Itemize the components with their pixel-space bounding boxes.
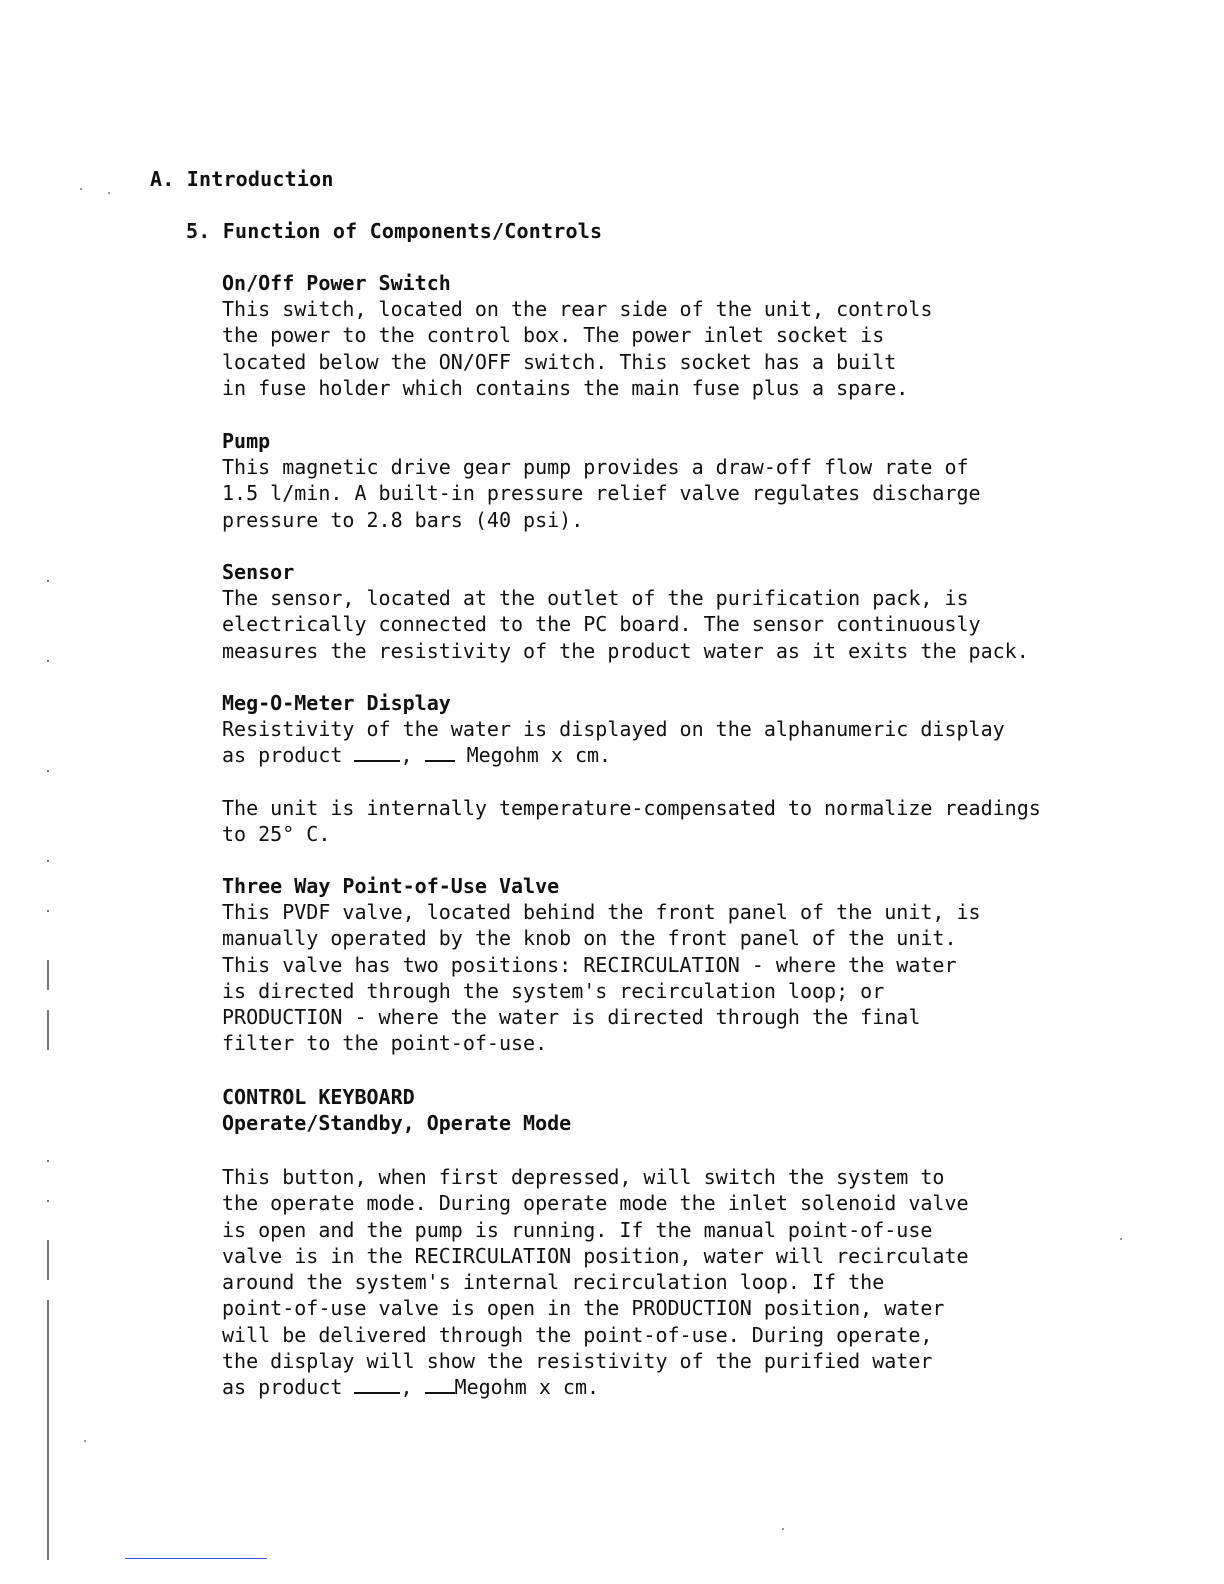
valve-section	[222, 873, 981, 1057]
fill-blank	[425, 1374, 455, 1394]
keyboard-paragraph	[222, 1164, 969, 1401]
fill-blank	[425, 742, 455, 762]
scan-margin-marks	[47, 580, 51, 1560]
paragraph-line: will be delivered through the point-of-use. During operate,	[222, 1322, 933, 1347]
paragraph-line: the power to the control box. The power inlet socket is	[222, 323, 885, 348]
line-comma: ,	[400, 743, 425, 768]
paragraph-line	[222, 742, 1005, 768]
paragraph-line: This button, when first depressed, will switch the system to	[222, 1165, 945, 1189]
paragraph-line: This switch, located on the rear side of the unit, controls	[222, 297, 933, 321]
paragraph-line: 1.5 l/min. A built-in pressure relief valve regulates discharge	[222, 481, 981, 506]
paragraph-line: filter to the point-of-use.	[222, 1031, 548, 1056]
fill-blank	[354, 742, 400, 762]
pump-heading: Pump	[222, 429, 271, 453]
paragraph-line: around the system's internal recirculation loop. If the	[222, 1270, 885, 1295]
paragraph-line: This PVDF valve, located behind the front panel of the unit, is	[222, 900, 981, 924]
paragraph-line: PRODUCTION - where the water is directed through the final	[222, 1005, 921, 1030]
sensor-heading: Sensor	[222, 560, 295, 584]
paragraph-line: point-of-use valve is open in the PRODUCTION position, water	[222, 1296, 945, 1321]
line-suffix: Megohm x cm.	[454, 743, 612, 768]
line-comma: ,	[400, 1375, 425, 1400]
meg-o-meter-section	[222, 690, 1005, 769]
paragraph-line: is directed through the system's recirculation loop; or	[222, 978, 885, 1003]
meg-o-meter-heading: Meg-O-Meter Display	[222, 691, 451, 715]
paragraph-line	[222, 1374, 969, 1400]
paragraph-line: to 25° C.	[222, 822, 331, 847]
paragraph-line: in fuse holder which contains the main fuse plus a spare.	[222, 375, 909, 400]
paragraph-line: the display will show the resistivity of the purified water	[222, 1349, 933, 1374]
keyboard-section	[222, 1084, 571, 1136]
pump-section	[222, 428, 981, 533]
fill-blank	[354, 1374, 400, 1394]
paragraph-line: The unit is internally temperature-compensated to normalize readings	[222, 796, 1041, 820]
paragraph-line: This magnetic drive gear pump provides a draw-off flow rate of	[222, 455, 969, 479]
line-prefix: as product	[222, 743, 355, 768]
subsection-title: 5. Function of Components/Controls	[186, 219, 603, 243]
valve-heading: Three Way Point-of-Use Valve	[222, 874, 560, 898]
paragraph-line: valve is in the RECIRCULATION position, water will recirculate	[222, 1243, 969, 1268]
paragraph-line: located below the ON/OFF switch. This socket has a built	[222, 349, 897, 374]
line-suffix: Megohm x cm.	[454, 1375, 600, 1400]
sensor-section	[222, 559, 1029, 664]
paragraph-line: This valve has two positions: RECIRCULATION - where the water	[222, 952, 957, 977]
temperature-note	[222, 795, 1041, 848]
paragraph-line: electrically connected to the PC board. The sensor continuously	[222, 612, 981, 637]
line-prefix: as product	[222, 1375, 355, 1400]
power-switch-heading: On/Off Power Switch	[222, 271, 451, 295]
power-switch-section	[222, 270, 932, 401]
paragraph-line: manually operated by the knob on the front panel of the unit.	[222, 926, 957, 951]
paragraph-line: The sensor, located at the outlet of the purification pack, is	[222, 586, 969, 610]
footer-rule	[125, 1558, 267, 1559]
keyboard-heading: CONTROL KEYBOARD	[222, 1085, 415, 1109]
paragraph-line: Resistivity of the water is displayed on the alphanumeric display	[222, 717, 1005, 741]
section-title: A. Introduction	[150, 167, 334, 191]
paragraph-line: the operate mode. During operate mode the inlet solenoid valve	[222, 1191, 969, 1216]
paragraph-line: is open and the pump is running. If the manual point-of-use	[222, 1217, 933, 1242]
keyboard-subheading: Operate/Standby, Operate Mode	[222, 1111, 572, 1135]
paragraph-line: pressure to 2.8 bars (40 psi).	[222, 507, 584, 532]
paragraph-line: measures the resistivity of the product water as it exits the pack.	[222, 638, 1029, 663]
